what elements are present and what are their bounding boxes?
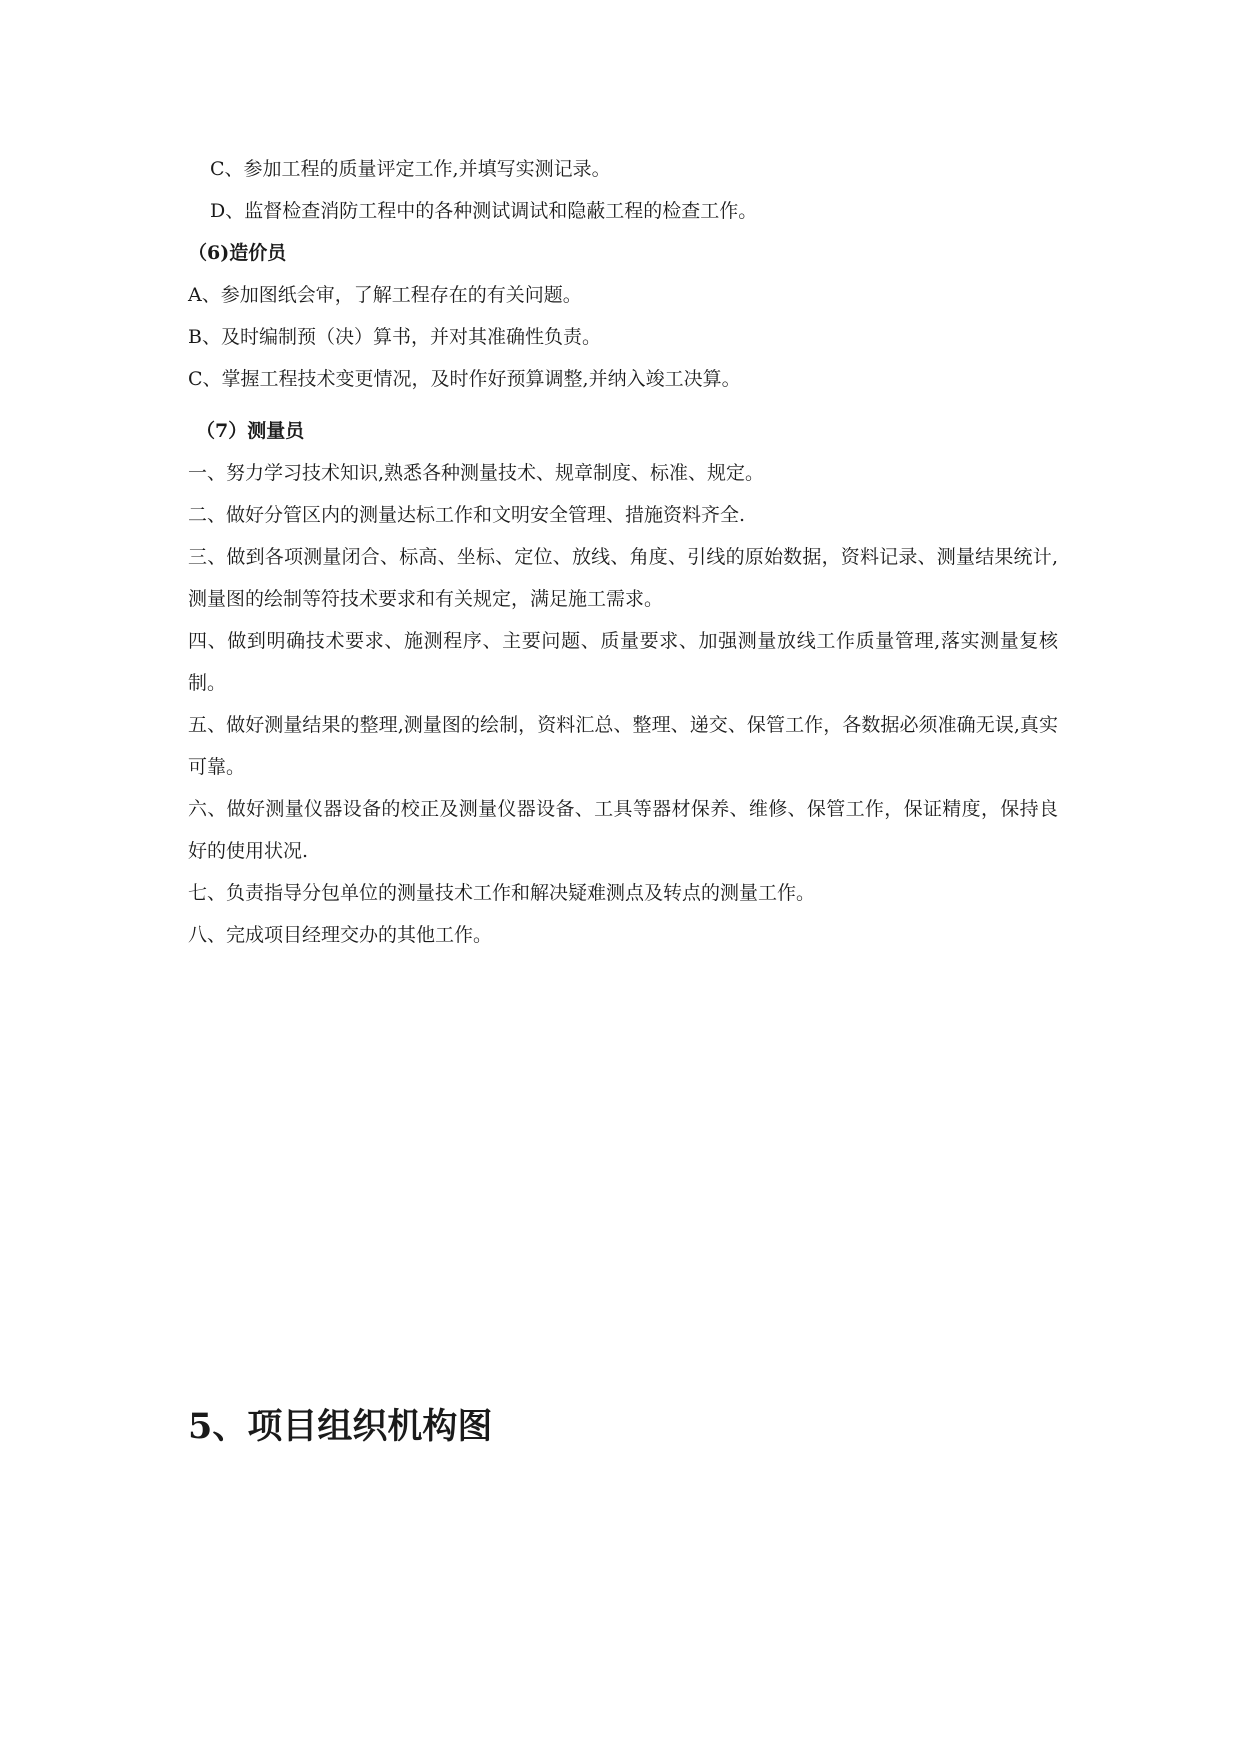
surveyor-item-1: 一、努力学习技术知识,熟悉各种测量技术、规章制度、标准、规定。 xyxy=(188,462,765,484)
inspector-item-d: D、监督检查消防工程中的各种测试调试和隐蔽工程的检查工作。 xyxy=(210,200,758,222)
inspector-item-c: C、参加工程的质量评定工作,并填写实测记录。 xyxy=(210,158,611,180)
cost-engineer-item-b: B、及时编制预（决）算书，并对其准确性负责。 xyxy=(188,326,601,348)
surveyor-item-4: 四、做到明确技术要求、施测程序、主要问题、质量要求、加强测量放线工作质量管理,落实测量复核制。 xyxy=(188,630,1058,694)
surveyor-item-6: 六、做好测量仪器设备的校正及测量仪器设备、工具等器材保养、维修、保管工作，保证精度，保持良好的使用状况. xyxy=(188,798,1058,862)
section-title: 5、项目组织机构图 xyxy=(188,1406,493,1447)
cost-engineer-item-a: A、参加图纸会审，了解工程存在的有关问题。 xyxy=(188,284,582,306)
surveyor-item-2: 二、做好分管区内的测量达标工作和文明安全管理、措施资料齐全. xyxy=(188,504,746,526)
surveyor-item-5: 五、做好测量结果的整理,测量图的绘制，资料汇总、整理、递交、保管工作，各数据必须准确无误,真实可靠。 xyxy=(188,714,1058,778)
cost-engineer-item-c: C、掌握工程技术变更情况，及时作好预算调整,并纳入竣工决算。 xyxy=(188,368,741,390)
surveyor-item-8: 八、完成项目经理交办的其他工作。 xyxy=(188,924,493,946)
surveyor-heading: （7）测量员 xyxy=(196,420,305,442)
cost-engineer-heading: （6)造价员 xyxy=(188,242,287,264)
surveyor-item-3: 三、做到各项测量闭合、标高、坐标、定位、放线、角度、引线的原始数据，资料记录、测量结果统计,测量图的绘制等符技术要求和有关规定，满足施工需求。 xyxy=(188,546,1058,610)
surveyor-item-7: 七、负责指导分包单位的测量技术工作和解决疑难测点及转点的测量工作。 xyxy=(188,882,816,904)
page-content xyxy=(188,148,1058,956)
